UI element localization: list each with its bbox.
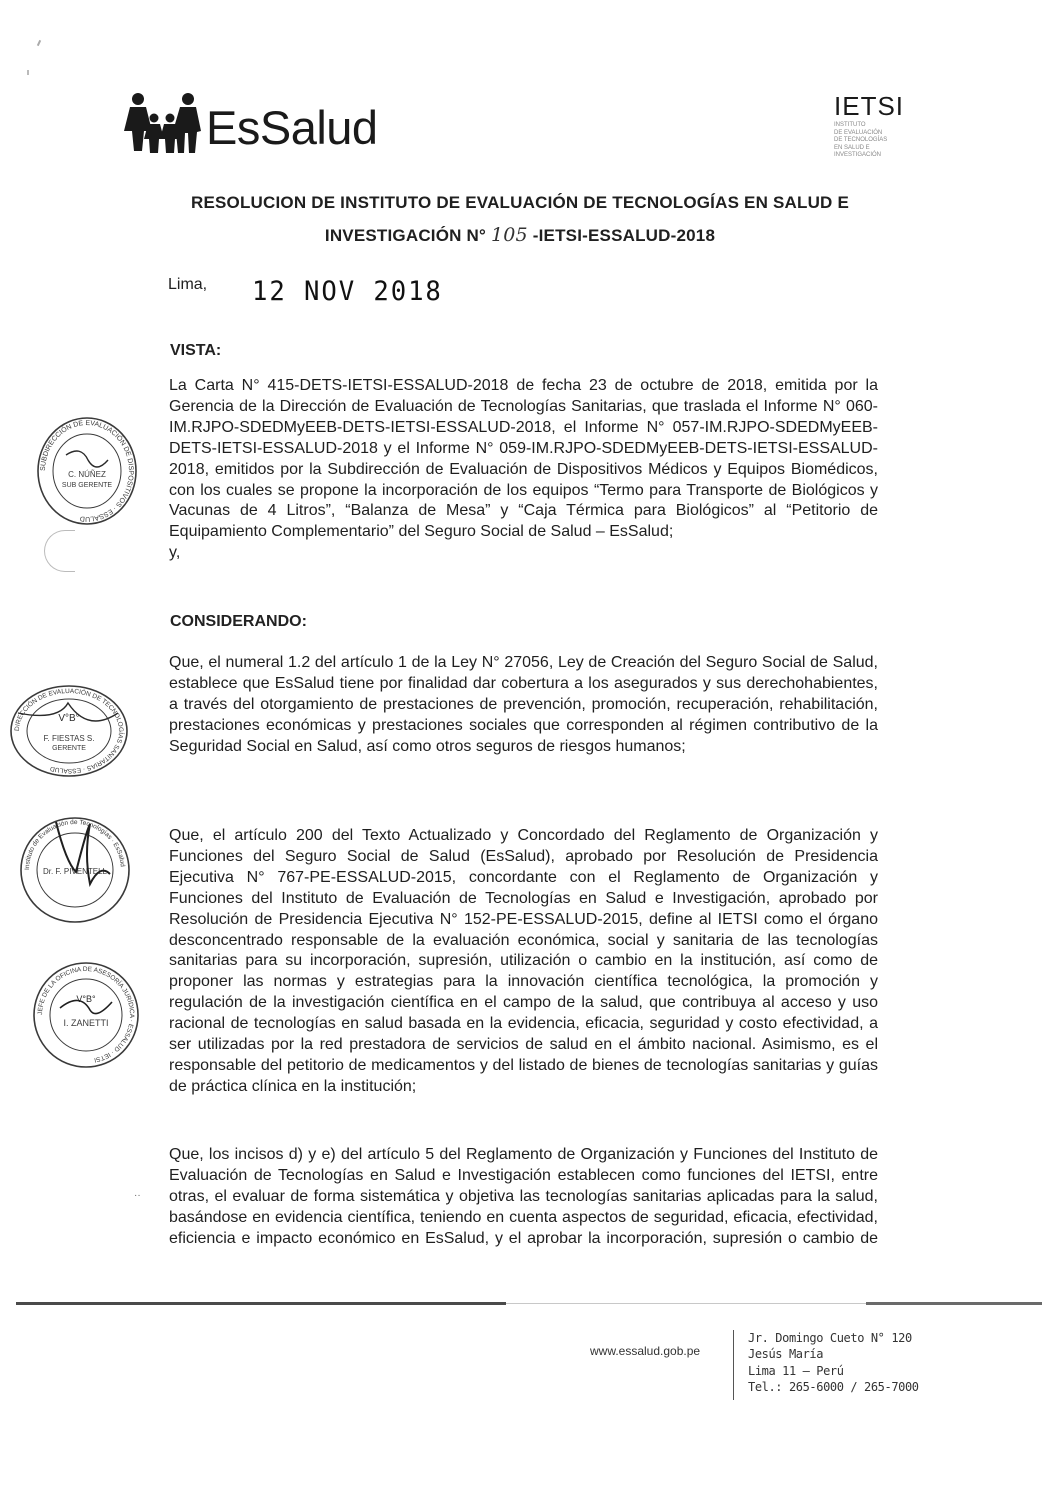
stamp-vobo: V°B° — [76, 994, 96, 1004]
title-line-1: RESOLUCION DE INSTITUTO DE EVALUACIÓN DE TECNOLOGÍAS EN SALUD E — [190, 193, 849, 212]
ietsi-subtitle: INSTITUTO DE EVALUACIÓN DE TECNOLOGÍAS EN SALUD E INVESTIGACIÓN — [834, 122, 888, 158]
essalud-logo — [118, 90, 378, 160]
family-figures-icon — [118, 90, 208, 156]
stamp-name: F. FIESTAS S. — [43, 734, 95, 743]
svg-text:DIRECCIÓN DE EVALUACIÓN DE TEC: DIRECCIÓN DE EVALUACIÓN DE TECNOLOGÍAS SANITARIAS · ESSALUD — [13, 687, 125, 775]
scan-speck — [27, 70, 29, 75]
logo-wordmark: EsSalud — [206, 101, 378, 154]
vista-paragraph: La Carta N° 415-DETS-IETSI-ESSALUD-2018 de fecha 23 de octubre de 2018, emitida por la Gerencia de la Dirección de Evaluación de Tecnologías Sanitarias, que traslada el Informe N° 060-IM.RJPO-SDEDMyEEB-DETS-IETSI-ESSALUD-2018, el Informe N° 057-IM.RJPO-SDEDMyEEB-DETS-IETSI-ESSALUD-2018 y el Informe N° 059-IM.RJPO-SDEDMyEEB-DETS-IETSI-ESSALUD-2018, emitidos por la Subdirección de Evaluación de Dispositivos Médicos y Equipos Biomédicos, con los cuales se propone la incorporación de los equipos “Termo para Transporte de Biológicos y Vacunas de 4 Litros”, “Balanza de Mesa” y “Caja Térmica para Biológicos” al “Petitorio de Equipamiento Complementario” del Seguro Social de Salud – EsSalud; y, — [169, 376, 878, 564]
footer-address: Jr. Domingo Cueto N° 120 Jesús María Lima 11 – Perú Tel.: 265-6000 / 265-7000 — [748, 1331, 919, 1394]
considerando-paragraph-2: Que, el artículo 200 del Texto Actualizado y Concordado del Reglamento de Organización y Funciones del Seguro Social de Salud (EsSalud), aprobado por Resolución de Presidencia Ejecutiva N° 767-PE-ESSALUD-2015, concordante con el Reglamento de Organización y Funciones del Instituto de Evaluación de Tecnologías en Salud e Investigación, aprobado por Resolución de Presidencia Ejecutiva N° 152-PE-ESSALUD-2015, define al IETSI como el órgano desconcentrado responsable de la evaluación económica, social y sanitaria de las tecnologías sanitarias para su incorporación, supresión, utilización o cambio en la institución, así como de proponer las normas y estrategias para la innovación científica tecnológica, la promoción y regulación de la investigación científica en el campo de la salud, que contribuya al acceso y uso racional de tecnologías en salud basada en la evidencia, eficacia, seguridad y costo efectividad, a ser utilizadas por la red prestadora de servicios de salud en el ámbito nacional. Asimismo, es el responsable del petitorio de medicamentos y del listado de bienes de tecnologías sanitarias y guías de práctica clínica en la institución; — [169, 827, 878, 1095]
ietsi-wordmark: IETSI — [834, 91, 905, 121]
approval-stamp-instituto — [16, 812, 134, 924]
place-label: Lima, — [168, 276, 208, 293]
approval-stamp-subdireccion — [36, 415, 138, 527]
date-stamp: 12 NOV 2018 — [252, 276, 443, 307]
footer-rule — [16, 1302, 1042, 1305]
stamp-name: I. ZANETTI — [63, 1018, 109, 1028]
svg-text:JEFE DE LA OFICINA DE ASESORÍA: JEFE DE LA OFICINA DE ASESORÍA JURÍDICA · ESSALUD · IETSI — [36, 965, 136, 1064]
handwritten-resolution-number: 105 — [490, 224, 528, 246]
signature-scribble — [66, 451, 108, 467]
considerando-heading: CONSIDERANDO: — [170, 613, 307, 630]
stamp-role: GERENTE — [52, 745, 86, 752]
approval-stamp-asesoria-juridica — [30, 960, 142, 1070]
svg-text:Instituto de Evaluación de Tec: Instituto de Evaluación de Tecnologías · EsSalud — [23, 818, 126, 871]
vista-heading: VISTA: — [170, 342, 222, 359]
footer-divider — [733, 1330, 734, 1400]
scan-dots: ·· — [134, 1190, 141, 1201]
resolution-title — [150, 186, 890, 252]
ietsi-logo — [834, 92, 914, 172]
svg-text:SUBDIRECCIÓN DE EVALUACIÓN DE: SUBDIRECCIÓN DE EVALUACIÓN DE DISPOSITIVOS · ESSALUD — [39, 419, 135, 523]
scan-speck — [37, 40, 41, 46]
stamp-vobo: V°B° — [58, 713, 80, 724]
stamp-name: Dr. F. PIVENTELL — [42, 867, 108, 876]
title-line-2: INVESTIGACIÓN N° 105 -IETSI-ESSALUD-2018 — [324, 224, 716, 246]
stamp-name: C. NÚÑEZ — [68, 470, 106, 479]
stamp-arc-fragment — [44, 530, 75, 572]
considerando-paragraph-3: Que, los incisos d) y e) del artículo 5 del Reglamento de Organización y Funciones del Instituto de Evaluación de Tecnologías en Salud e Investigación establecen como funciones del IETSI, entre otras, el evaluar de forma sistemática y objetiva las tecnologías sanitarias aplicadas para la salud, basándose en evidencia científica, teniendo en cuenta aspectos de seguridad, eficacia, efectividad, eficiencia e impacto económico en EsSalud, y el aprobar la incorporación, supresión o cambio de — [169, 1146, 878, 1247]
vista-tail: y, — [169, 544, 181, 562]
approval-stamp-direccion — [8, 683, 130, 779]
considerando-paragraph-1: Que, el numeral 1.2 del artículo 1 de la Ley N° 27056, Ley de Creación del Seguro Social de Salud, establece que EsSalud tiene por finalidad dar cobertura a los asegurados y sus derechohabientes, a través del otorgamiento de prestaciones de prevención, promoción, recuperación, rehabilitación, prestaciones económicas y prestaciones sociales que corresponden al régimen contributivo de la Seguridad Social en Salud, así como otros seguros de riesgos humanos; — [169, 654, 878, 755]
footer-website: www.essalud.gob.pe — [590, 1344, 701, 1358]
stamp-role: SUB GERENTE — [61, 482, 113, 489]
